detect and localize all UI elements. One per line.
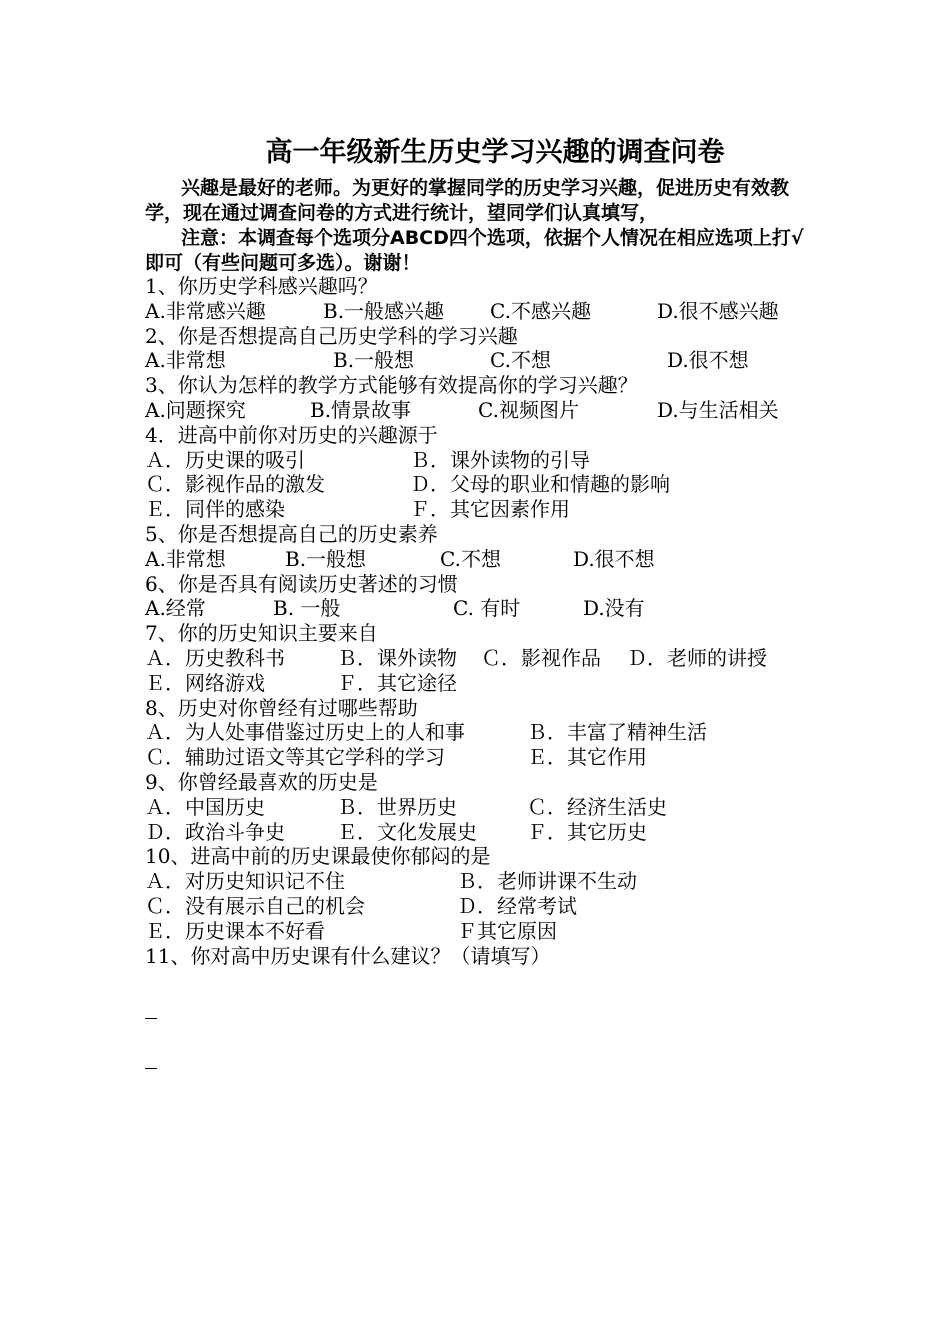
option-row <box>145 398 825 423</box>
answer-option[interactable]: C.不感兴趣 <box>490 298 591 323</box>
answer-option[interactable]: A.问题探究 <box>145 397 246 422</box>
answer-option[interactable]: D.很不想 <box>667 348 749 373</box>
option-row <box>145 745 825 770</box>
question-text: 3、你认为怎样的教学方式能够有效提高你的学习兴趣？ <box>145 373 638 398</box>
question-text: 2、你是否想提高自己历史学科的学习兴趣 <box>145 323 518 348</box>
intro-text <box>145 176 815 276</box>
question-text: 4．进高中前你对历史的兴趣源于 <box>145 422 438 447</box>
answer-option[interactable]: Ｄ．老师的讲授 <box>627 645 767 670</box>
answer-option[interactable]: Ａ．为人处事借鉴过历史上的人和事 <box>145 720 465 745</box>
answer-option[interactable]: C.不想 <box>440 546 501 571</box>
option-row <box>145 820 825 845</box>
answer-option[interactable]: A.非常想 <box>145 348 226 373</box>
answer-option[interactable]: B.一般感兴趣 <box>323 298 445 323</box>
answer-option[interactable]: Ａ．对历史知识记不住 <box>145 869 345 894</box>
answer-option[interactable]: Ｂ．课外读物的引导 <box>410 447 590 472</box>
answer-option[interactable]: Ｂ．世界历史 <box>337 794 457 819</box>
answer-option[interactable]: B. 一般 <box>273 596 341 621</box>
page-title: 高一年级新生历史学习兴趣的调查问卷 <box>265 137 725 168</box>
option-row <box>145 720 825 745</box>
question-text: 6、你是否具有阅读历史著述的习惯 <box>145 571 458 596</box>
answer-option[interactable]: D.与生活相关 <box>657 397 779 422</box>
question-text: 7、你的历史知识主要来自 <box>145 621 378 646</box>
question-text: 5、你是否想提高自己的历史素养 <box>145 521 438 546</box>
answer-option[interactable]: Ｆ．其它途径 <box>337 670 457 695</box>
option-row <box>145 646 825 671</box>
option-row <box>145 497 825 522</box>
answer-option[interactable]: Ｃ．影视作品 <box>481 645 601 670</box>
answer-option[interactable]: Ｆ．其它历史 <box>527 819 647 844</box>
intro-paragraph-1: 兴趣是最好的老师。为更好的掌握同学的历史学习兴趣，促进历史有效教学，现在通过调查问卷的方式进行统计，望同学们认真填写， <box>145 177 790 224</box>
option-row <box>145 869 825 894</box>
option-row <box>145 671 825 696</box>
option-row <box>145 547 825 572</box>
answer-option[interactable]: A.经常 <box>145 596 206 621</box>
answer-option[interactable]: A.非常想 <box>145 546 226 571</box>
question-text: 10、进高中前的历史课最使你郁闷的是 <box>145 844 491 869</box>
question-list <box>145 274 825 968</box>
answer-option[interactable]: Ｃ．没有展示自己的机会 <box>145 893 365 918</box>
question-text: 8、历史对你曾经有过哪些帮助 <box>145 695 418 720</box>
answer-option[interactable]: Ｆ其它原因 <box>457 918 557 943</box>
answer-option[interactable]: Ｃ．经济生活史 <box>527 794 667 819</box>
answer-option[interactable]: Ｅ．网络游戏 <box>145 670 265 695</box>
answer-option[interactable]: D.很不感兴趣 <box>657 298 779 323</box>
answer-option[interactable]: C.视频图片 <box>478 397 579 422</box>
answer-option[interactable]: Ｃ．影视作品的激发 <box>145 472 325 497</box>
option-row <box>145 299 825 324</box>
answer-option[interactable]: B.一般想 <box>333 348 415 373</box>
answer-blank-line-1[interactable] <box>145 1018 157 1019</box>
option-row <box>145 795 825 820</box>
answer-option[interactable]: Ｅ．其它作用 <box>527 745 647 770</box>
answer-option[interactable]: Ｄ．经常考试 <box>457 893 577 918</box>
option-row <box>145 919 825 944</box>
answer-option[interactable]: Ｆ．其它因素作用 <box>410 497 570 522</box>
answer-option[interactable]: Ｄ．政治斗争史 <box>145 819 285 844</box>
answer-option[interactable]: Ｂ．老师讲课不生动 <box>457 869 637 894</box>
option-row <box>145 472 825 497</box>
answer-option[interactable]: Ｂ．课外读物 <box>337 645 457 670</box>
option-row <box>145 348 825 373</box>
answer-option[interactable]: A.非常感兴趣 <box>145 298 266 323</box>
answer-option[interactable]: D.没有 <box>583 596 645 621</box>
intro-paragraph-2: 注意：本调查每个选项分ABCD四个选项，依据个人情况在相应选项上打√即可（有些问题可多选）。谢谢！ <box>145 227 804 274</box>
answer-option[interactable]: Ａ．中国历史 <box>145 794 265 819</box>
answer-option[interactable]: Ｅ．历史课本不好看 <box>145 918 325 943</box>
option-row <box>145 448 825 473</box>
answer-option[interactable]: C.不想 <box>490 348 551 373</box>
option-row <box>145 596 825 621</box>
answer-option[interactable]: C. 有时 <box>453 596 521 621</box>
answer-option[interactable]: Ａ．历史课的吸引 <box>145 447 305 472</box>
answer-option[interactable]: Ｅ．文化发展史 <box>337 819 477 844</box>
option-row <box>145 894 825 919</box>
answer-option[interactable]: Ｃ．辅助过语文等其它学科的学习 <box>145 745 445 770</box>
answer-option[interactable]: Ｂ．丰富了精神生活 <box>527 720 707 745</box>
answer-option[interactable]: Ｄ．父母的职业和情趣的影响 <box>410 472 670 497</box>
answer-option[interactable]: Ａ．历史教科书 <box>145 645 285 670</box>
question-text: 11、你对高中历史课有什么建议？（请填写） <box>145 943 551 968</box>
answer-option[interactable]: B.情景故事 <box>310 397 412 422</box>
answer-option[interactable]: Ｅ．同伴的感染 <box>145 497 285 522</box>
question-text: 9、你曾经最喜欢的历史是 <box>145 769 378 794</box>
answer-option[interactable]: B.一般想 <box>285 546 367 571</box>
answer-blank-line-2[interactable] <box>145 1068 157 1069</box>
question-text: 1、你历史学科感兴趣吗？ <box>145 274 378 298</box>
answer-option[interactable]: D.很不想 <box>573 546 655 571</box>
